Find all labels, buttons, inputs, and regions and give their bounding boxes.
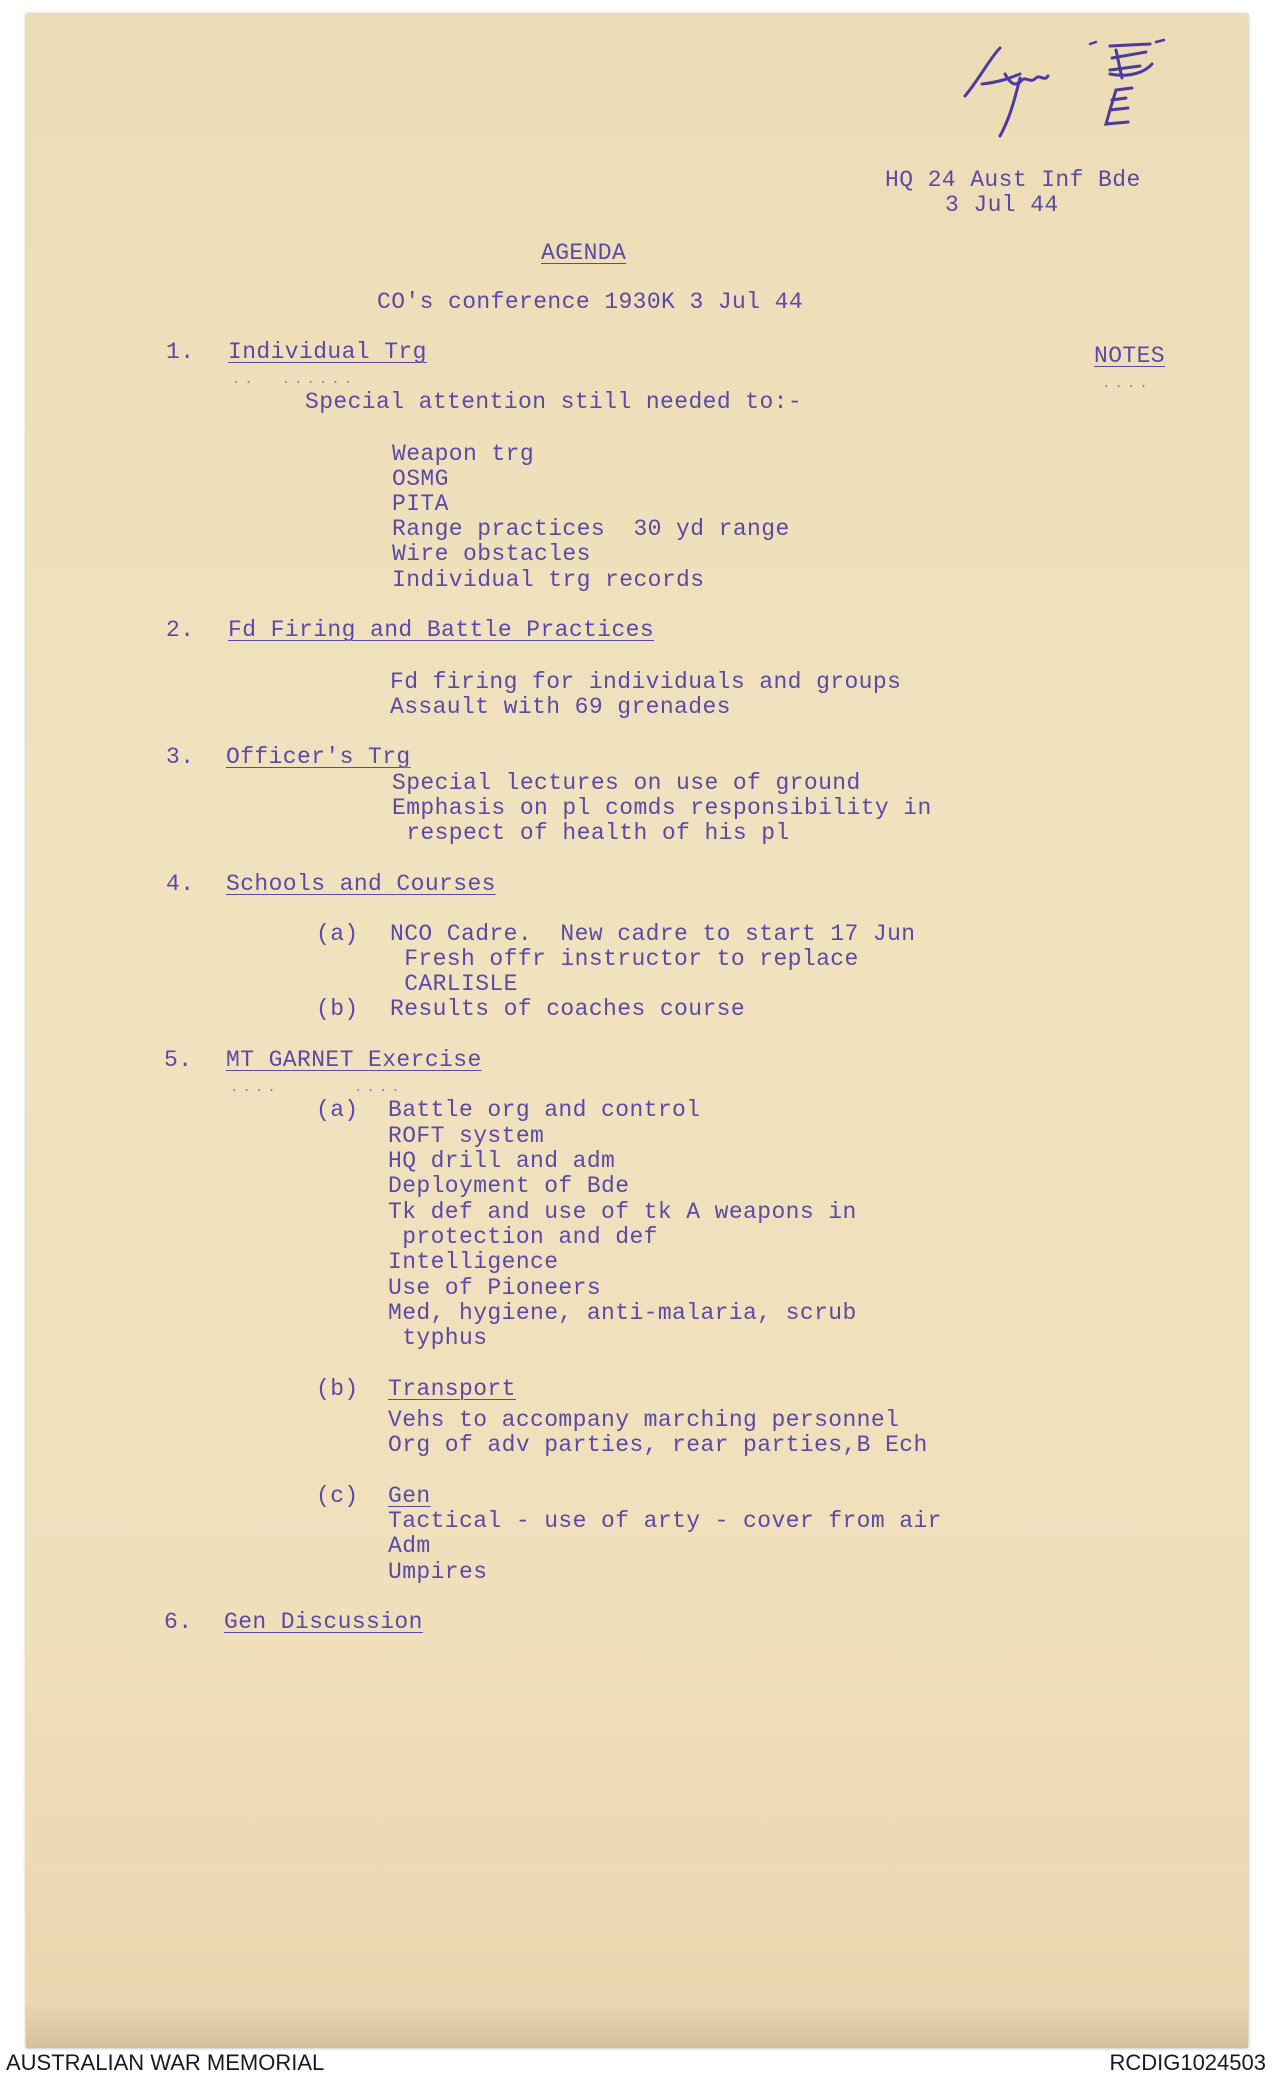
item-5-heading: MT GARNET Exercise <box>226 1047 482 1073</box>
item-3-line: respect of health of his pl <box>392 820 790 846</box>
item-2-heading: Fd Firing and Battle Practices <box>228 617 655 643</box>
item-1-number: 1. <box>166 339 195 365</box>
item-5-a-line: Intelligence <box>388 1249 559 1275</box>
item-4-number: 4. <box>166 871 195 897</box>
item-5-a-line: protection and def <box>388 1224 658 1250</box>
item-5-c-line: Umpires <box>388 1559 488 1585</box>
item-2-number: 2. <box>166 617 195 643</box>
item-5-c-heading: Gen <box>388 1483 431 1509</box>
item-3-number: 3. <box>166 744 195 770</box>
item-5-c-line: Tactical - use of arty - cover from air <box>388 1508 942 1534</box>
item-3-heading: Officer's Trg <box>226 744 411 770</box>
item-1-line: Individual trg records <box>392 567 705 593</box>
item-4-a-line: Fresh offr instructor to replace <box>390 946 859 972</box>
dot-leader: .... <box>1102 376 1152 392</box>
item-2-line: Assault with 69 grenades <box>390 694 731 720</box>
footer-archive-name: AUSTRALIAN WAR MEMORIAL <box>6 2050 325 2075</box>
document-page <box>26 14 1248 2048</box>
item-3-line: Emphasis on pl comds responsibility in <box>392 795 932 821</box>
item-1-line: Wire obstacles <box>392 541 591 567</box>
notes-label: NOTES <box>1094 343 1166 369</box>
item-1-line: OSMG <box>392 466 449 492</box>
item-5-a-label: (a) <box>316 1097 359 1123</box>
item-5-a-line: ROFT system <box>388 1123 545 1149</box>
item-4-a-label: (a) <box>316 921 359 947</box>
item-5-a-line: Tk def and use of tk A weapons in <box>388 1199 857 1225</box>
item-5-a-line: HQ drill and adm <box>388 1148 616 1174</box>
item-4-a-line: CARLISLE <box>390 971 518 997</box>
item-5-a-line: Use of Pioneers <box>388 1275 602 1301</box>
item-5-number: 5. <box>164 1047 193 1073</box>
footer-record-id: RCDIG1024503 <box>1109 2050 1266 2075</box>
item-5-b-label: (b) <box>316 1376 359 1402</box>
item-4-b-label: (b) <box>316 996 359 1022</box>
item-2-line: Fd firing for individuals and groups <box>390 669 902 695</box>
item-1-line: Range practices 30 yd range <box>392 516 790 542</box>
header-unit: HQ 24 Aust Inf Bde <box>885 167 1141 193</box>
header-date: 3 Jul 44 <box>945 192 1059 218</box>
item-6-heading: Gen Discussion <box>224 1609 423 1635</box>
item-4-a-line: NCO Cadre. New cadre to start 17 Jun <box>390 921 916 947</box>
item-5-b-line: Org of adv parties, rear parties,B Ech <box>388 1432 928 1458</box>
item-1-line: Weapon trg <box>392 441 535 467</box>
item-5-c-label: (c) <box>316 1483 359 1509</box>
item-5-b-line: Vehs to accompany marching personnel <box>388 1407 900 1433</box>
item-5-a-line: Med, hygiene, anti-malaria, scrub <box>388 1300 857 1326</box>
handwritten-appendix-mark <box>960 38 1200 138</box>
item-1-intro: Special attention still needed to:- <box>305 389 803 415</box>
item-6-number: 6. <box>164 1609 193 1635</box>
item-5-a-line: typhus <box>388 1325 488 1351</box>
item-4-heading: Schools and Courses <box>226 871 496 897</box>
agenda-subtitle: CO's conference 1930K 3 Jul 44 <box>377 289 804 315</box>
item-1-line: PITA <box>392 491 449 517</box>
item-5-b-heading: Transport <box>388 1376 516 1402</box>
item-4-b-line: Results of coaches course <box>390 996 746 1022</box>
item-1-heading: Individual Trg <box>228 339 427 365</box>
item-5-a-line: Deployment of Bde <box>388 1173 630 1199</box>
dot-leader: .. ...... <box>232 372 357 388</box>
item-5-a-line: Battle org and control <box>388 1097 701 1123</box>
item-5-c-line: Adm <box>388 1533 431 1559</box>
dot-leader: .... .... <box>230 1080 404 1096</box>
agenda-title: AGENDA <box>541 240 627 266</box>
item-3-line: Special lectures on use of ground <box>392 770 861 796</box>
